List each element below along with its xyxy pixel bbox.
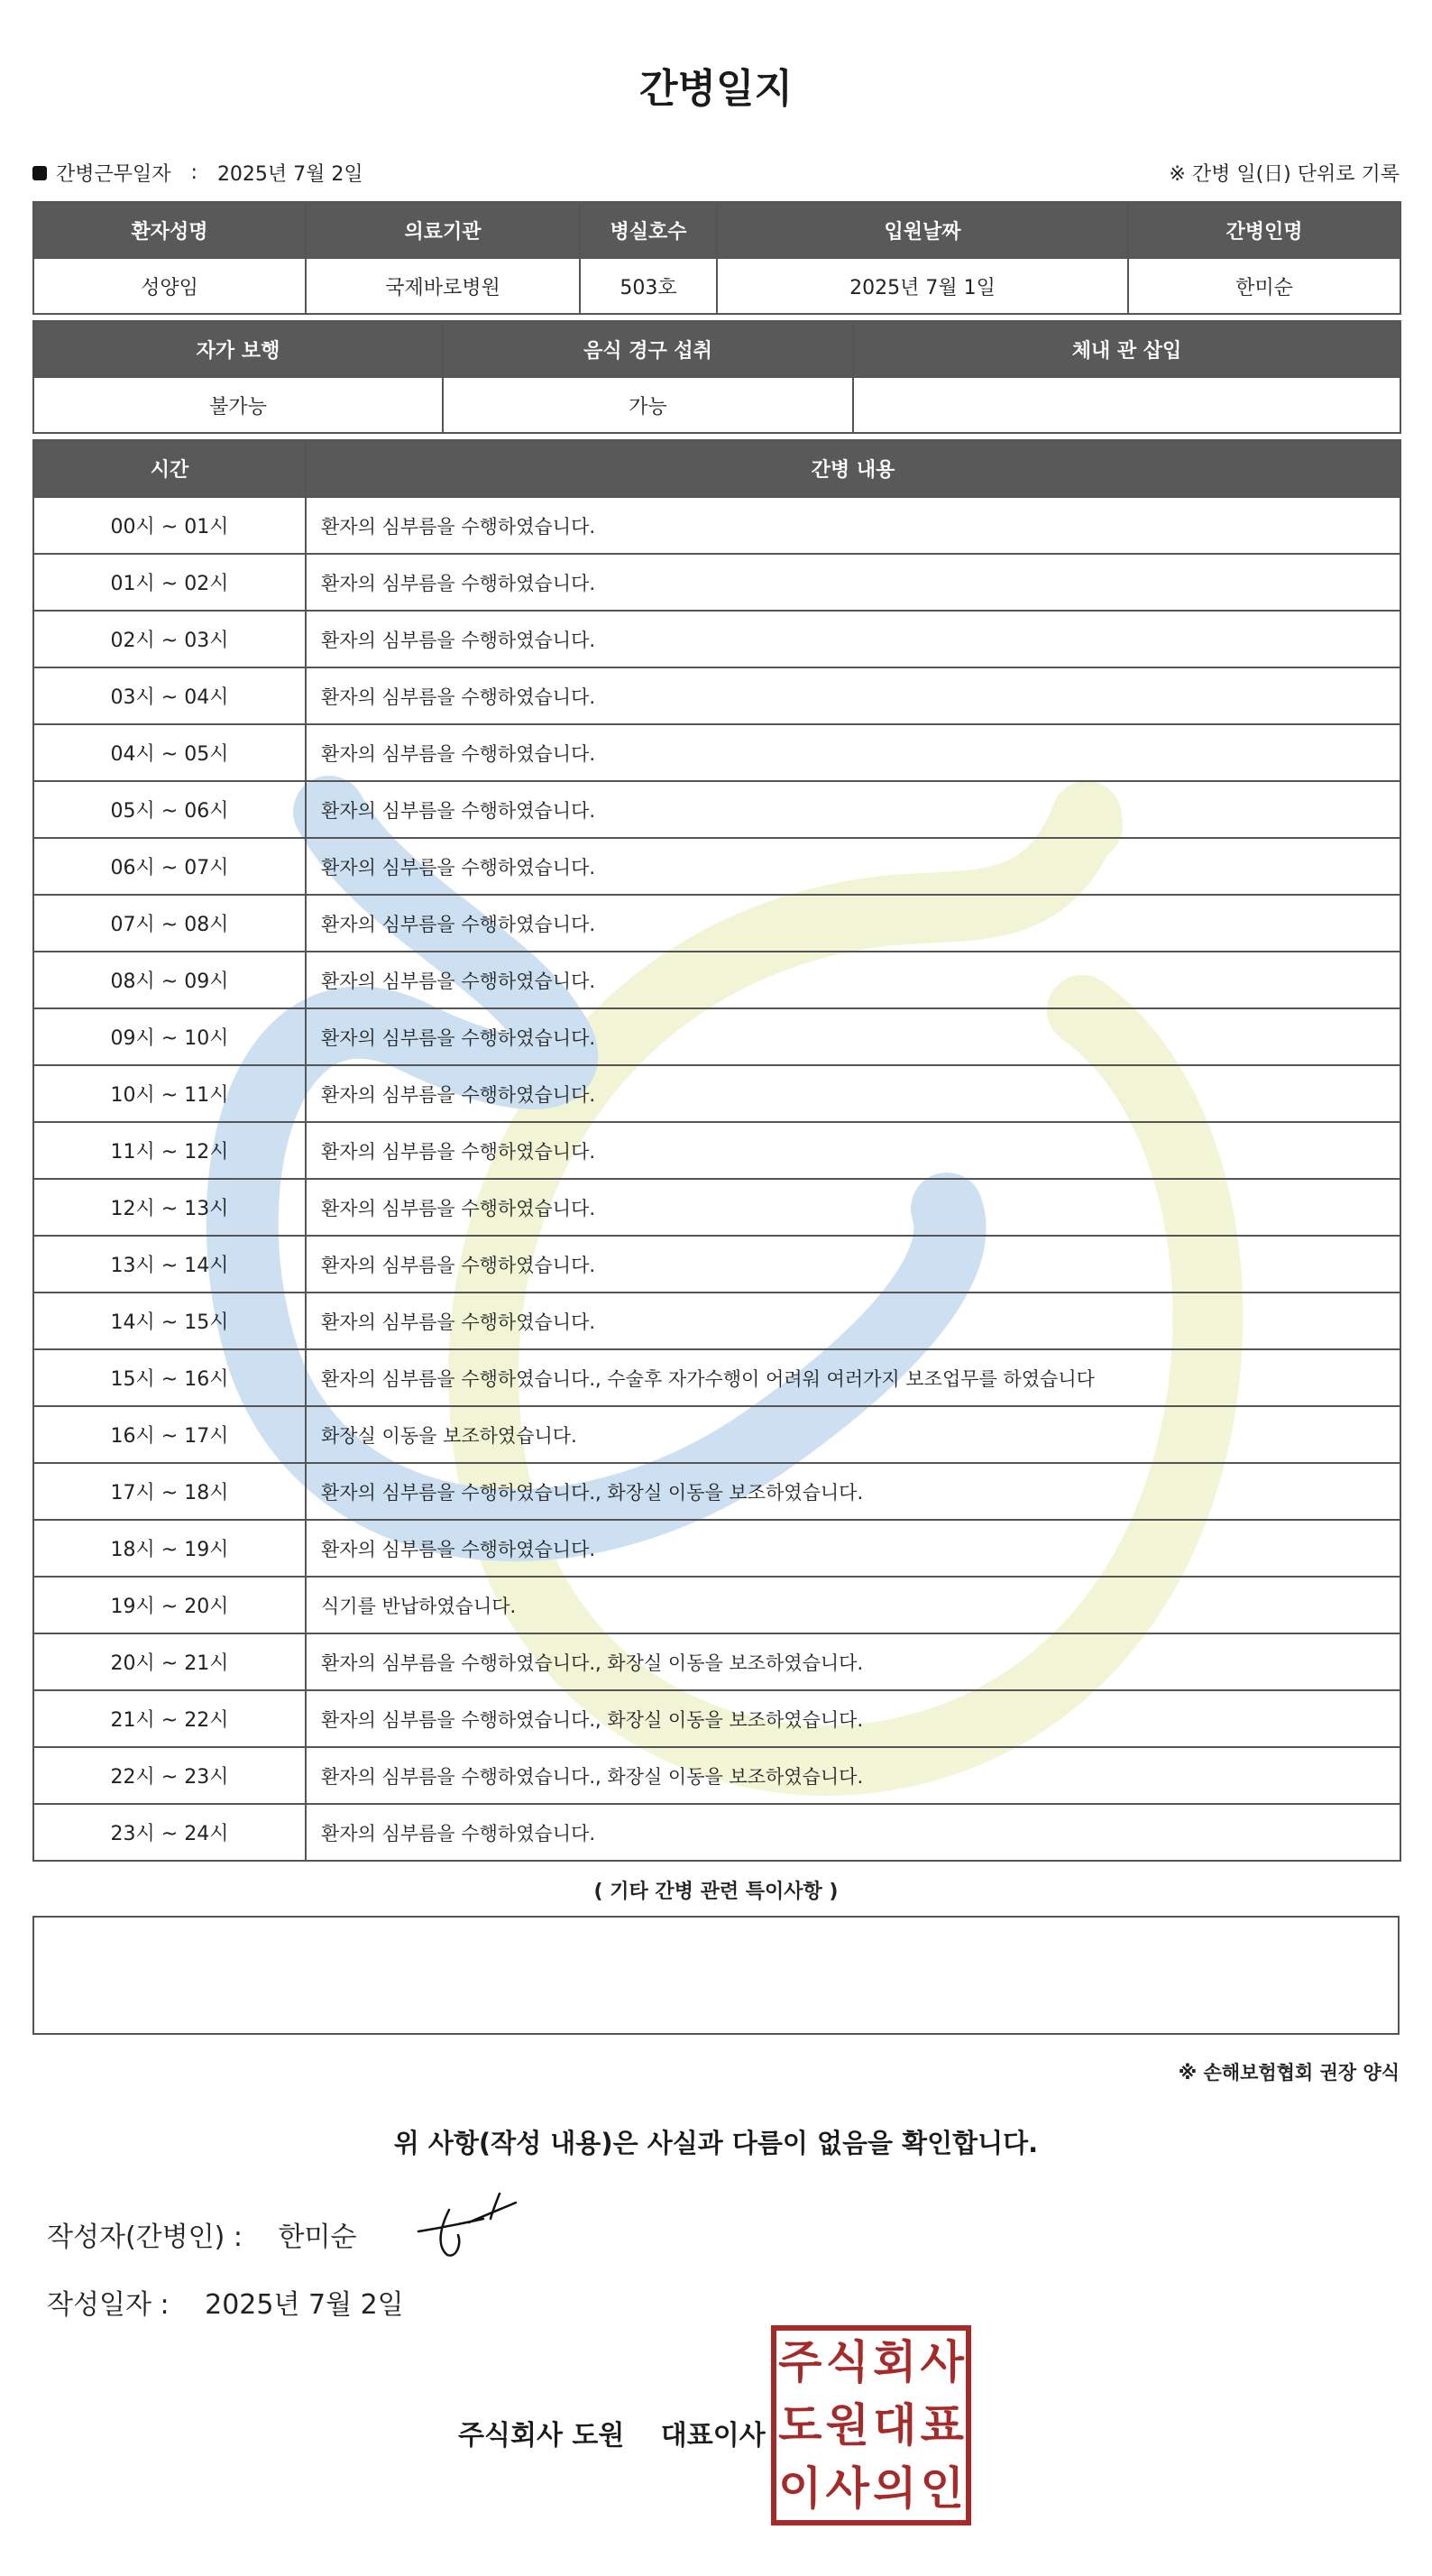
patient-name: 성양임 [33, 258, 306, 314]
log-time: 16시 ~ 17시 [33, 1406, 306, 1463]
care-log-row [33, 724, 1400, 781]
written-date-label: 작성일자 : [47, 2289, 170, 2321]
header-care-content: 간병 내용 [306, 440, 1400, 497]
writer-label: 작성자(간병인) : [47, 2222, 243, 2253]
care-log-header [33, 440, 1400, 497]
log-time: 05시 ~ 06시 [33, 781, 306, 838]
log-time: 00시 ~ 01시 [33, 497, 306, 554]
log-time: 03시 ~ 04시 [33, 667, 306, 724]
seal-char: 인 [920, 2462, 964, 2515]
bullet-square-icon [32, 166, 47, 180]
care-log-row [33, 1804, 1400, 1861]
log-time: 20시 ~ 21시 [33, 1633, 306, 1690]
log-content: 환자의 심부름을 수행하였습니다. [306, 1065, 1400, 1122]
care-log-row [33, 1293, 1400, 1349]
care-log-row [33, 1236, 1400, 1293]
header-caregiver-name: 간병인명 [1128, 202, 1400, 258]
log-content: 환자의 심부름을 수행하였습니다. [306, 1520, 1400, 1577]
seal-char: 회 [873, 2336, 917, 2388]
care-log-row [33, 781, 1400, 838]
confirmation-statement: 위 사항(작성 내용)은 사실과 다름이 없음을 확인합니다. [393, 2128, 1039, 2158]
tube-insertion-value [853, 377, 1400, 433]
log-time: 12시 ~ 13시 [33, 1179, 306, 1236]
log-content: 환자의 심부름을 수행하였습니다. [306, 895, 1400, 952]
seal-char: 원 [825, 2399, 869, 2452]
log-time: 09시 ~ 10시 [33, 1008, 306, 1065]
seal-char: 의 [873, 2462, 917, 2515]
care-log-row [33, 1747, 1400, 1804]
seal-char: 도 [778, 2399, 822, 2452]
care-log-row [33, 497, 1400, 554]
care-log-row [33, 1633, 1400, 1690]
special-notes-box [32, 1916, 1400, 2035]
company-row [458, 2413, 766, 2452]
duty-date-row [32, 159, 363, 187]
seal-char: 사 [920, 2336, 964, 2388]
log-content: 환자의 심부름을 수행하였습니다. [306, 838, 1400, 895]
room-number: 503호 [580, 258, 717, 314]
care-log-row [33, 1349, 1400, 1406]
patient-status-values [33, 377, 1400, 433]
seal-char: 표 [920, 2399, 964, 2452]
seal-char: 주 [778, 2336, 822, 2388]
care-log-row [33, 1406, 1400, 1463]
header-time: 시간 [33, 440, 306, 497]
seal-char: 대 [873, 2399, 917, 2452]
oral-intake-value: 가능 [443, 377, 853, 433]
duty-date-separator: : [190, 161, 197, 184]
written-date-value: 2025년 7월 2일 [205, 2289, 404, 2321]
care-log-row [33, 1577, 1400, 1633]
log-content: 환자의 심부름을 수행하였습니다., 화장실 이동을 보조하였습니다. [306, 1747, 1400, 1804]
log-content: 환자의 심부름을 수행하였습니다. [306, 1008, 1400, 1065]
patient-info-header [33, 202, 1400, 258]
header-admission-date: 입원날짜 [717, 202, 1128, 258]
log-time: 11시 ~ 12시 [33, 1122, 306, 1179]
care-log-row [33, 667, 1400, 724]
care-log-row [33, 1179, 1400, 1236]
care-log-row [33, 895, 1400, 952]
log-content: 환자의 심부름을 수행하였습니다. [306, 952, 1400, 1008]
company-role: 대표이사 [660, 2420, 766, 2452]
log-time: 10시 ~ 11시 [33, 1065, 306, 1122]
header-self-walking: 자가 보행 [33, 321, 443, 377]
log-content: 환자의 심부름을 수행하였습니다. [306, 667, 1400, 724]
seal-char: 사 [825, 2462, 869, 2515]
duty-date-value: 2025년 7월 2일 [216, 163, 363, 186]
log-time: 21시 ~ 22시 [33, 1690, 306, 1747]
special-notes-title: ( 기타 간병 관련 특이사항 ) [593, 1881, 839, 1903]
log-content: 환자의 심부름을 수행하였습니다., 화장실 이동을 보조하였습니다. [306, 1463, 1400, 1520]
log-content: 환자의 심부름을 수행하였습니다., 화장실 이동을 보조하였습니다. [306, 1690, 1400, 1747]
patient-status-header [33, 321, 1400, 377]
log-time: 08시 ~ 09시 [33, 952, 306, 1008]
care-log-row [33, 554, 1400, 611]
log-time: 04시 ~ 05시 [33, 724, 306, 781]
handwritten-signature [413, 2192, 521, 2264]
log-time: 02시 ~ 03시 [33, 611, 306, 667]
log-time: 23시 ~ 24시 [33, 1804, 306, 1861]
care-log-row [33, 1122, 1400, 1179]
writer-row [47, 2214, 356, 2254]
company-name: 주식회사 도원 [458, 2420, 625, 2452]
care-log-row [33, 1520, 1400, 1577]
log-content: 환자의 심부름을 수행하였습니다. [306, 1122, 1400, 1179]
hospital-name: 국제바로병원 [306, 258, 580, 314]
log-time: 19시 ~ 20시 [33, 1577, 306, 1633]
record-unit-note: ※ 간병 일(日) 단위로 기록 [1169, 163, 1400, 186]
log-content: 환자의 심부름을 수행하였습니다. [306, 497, 1400, 554]
page-title: 간병일지 [638, 66, 793, 112]
header-hospital: 의료기관 [306, 202, 580, 258]
log-content: 환자의 심부름을 수행하였습니다. [306, 611, 1400, 667]
writer-name: 한미순 [278, 2222, 357, 2253]
header-tube-insertion: 체내 관 삽입 [853, 321, 1400, 377]
log-time: 06시 ~ 07시 [33, 838, 306, 895]
log-content: 환자의 심부름을 수행하였습니다. [306, 1236, 1400, 1293]
log-time: 14시 ~ 15시 [33, 1293, 306, 1349]
caregiver-name: 한미순 [1128, 258, 1400, 314]
care-log-row [33, 1690, 1400, 1747]
care-log-table [32, 439, 1401, 1862]
log-content: 환자의 심부름을 수행하였습니다., 화장실 이동을 보조하였습니다. [306, 1633, 1400, 1690]
log-content: 환자의 심부름을 수행하였습니다. [306, 1804, 1400, 1861]
log-content: 환자의 심부름을 수행하였습니다. [306, 554, 1400, 611]
log-content: 환자의 심부름을 수행하였습니다. [306, 724, 1400, 781]
header-oral-intake: 음식 경구 섭취 [443, 321, 853, 377]
care-log-row [33, 1008, 1400, 1065]
company-seal-stamp [771, 2325, 971, 2525]
log-time: 01시 ~ 02시 [33, 554, 306, 611]
written-date-row [47, 2282, 404, 2322]
log-time: 13시 ~ 14시 [33, 1236, 306, 1293]
care-log-row [33, 611, 1400, 667]
header-room: 병실호수 [580, 202, 717, 258]
care-log-row [33, 1463, 1400, 1520]
seal-char: 식 [825, 2336, 869, 2388]
patient-info-values [33, 258, 1400, 314]
patient-status-table [32, 320, 1401, 434]
self-walking-value: 불가능 [33, 377, 443, 433]
log-time: 15시 ~ 16시 [33, 1349, 306, 1406]
care-log-row [33, 1065, 1400, 1122]
seal-char: 이 [778, 2462, 822, 2515]
header-patient-name: 환자성명 [33, 202, 306, 258]
log-content: 환자의 심부름을 수행하였습니다. [306, 1179, 1400, 1236]
admission-date: 2025년 7월 1일 [717, 258, 1128, 314]
log-content: 식기를 반납하였습니다. [306, 1577, 1400, 1633]
log-content: 환자의 심부름을 수행하였습니다. [306, 781, 1400, 838]
care-log-row [33, 952, 1400, 1008]
log-content: 환자의 심부름을 수행하였습니다., 수술후 자가수행이 어려워 여러가지 보조업무를 하였습니다 [306, 1349, 1400, 1406]
log-content: 환자의 심부름을 수행하였습니다. [306, 1293, 1400, 1349]
association-form-note: ※ 손해보험협회 권장 양식 [1178, 2062, 1400, 2084]
care-log-row [33, 838, 1400, 895]
duty-date-label: 간병근무일자 [56, 163, 171, 186]
log-content: 화장실 이동을 보조하였습니다. [306, 1406, 1400, 1463]
log-time: 07시 ~ 08시 [33, 895, 306, 952]
patient-info-table [32, 201, 1401, 315]
log-time: 22시 ~ 23시 [33, 1747, 306, 1804]
log-time: 18시 ~ 19시 [33, 1520, 306, 1577]
log-time: 17시 ~ 18시 [33, 1463, 306, 1520]
